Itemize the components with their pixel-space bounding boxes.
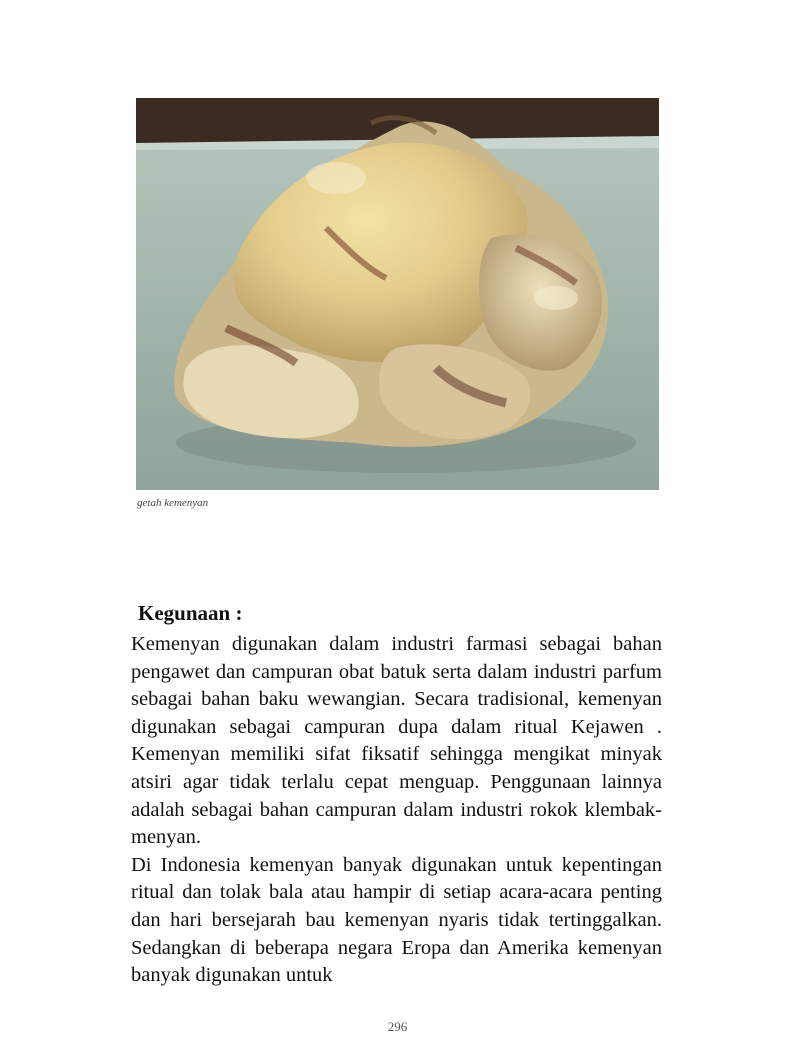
section-heading: Kegunaan : [138,601,243,625]
paragraph: Di Indonesia kemenyan banyak digunakan untuk kepentingan ritual dan tolak bala atau hampir di setiap acara-acara penting dan hari bersejarah bau kemenyan nyaris tidak tertinggalkan. Sedangkan di beberapa negara Eropa dan Amerika kemenyan banyak digunakan untuk [131,853,662,987]
paragraph: Kemenyan digunakan dalam industri farmasi sebagai bahan pengawet dan campuran obat batuk serta dalam industri parfum sebagai bahan baku wewangian. Secara tradisional, kemenyan digunakan sebagai campuran dupa dalam ritual Kejawen . Kemenyan memiliki sifat fiksatif sehingga mengikat minyak atsiri agar tidak terlalu cepat menguap. Penggunaan lainnya adalah sebagai bahan campuran dalam industri rokok klembak-menyan. [131,633,662,849]
resin-photo [136,98,659,490]
figure-caption: getah kemenyan [137,497,209,509]
page-number: 296 [387,1019,408,1034]
body-text [131,631,662,990]
